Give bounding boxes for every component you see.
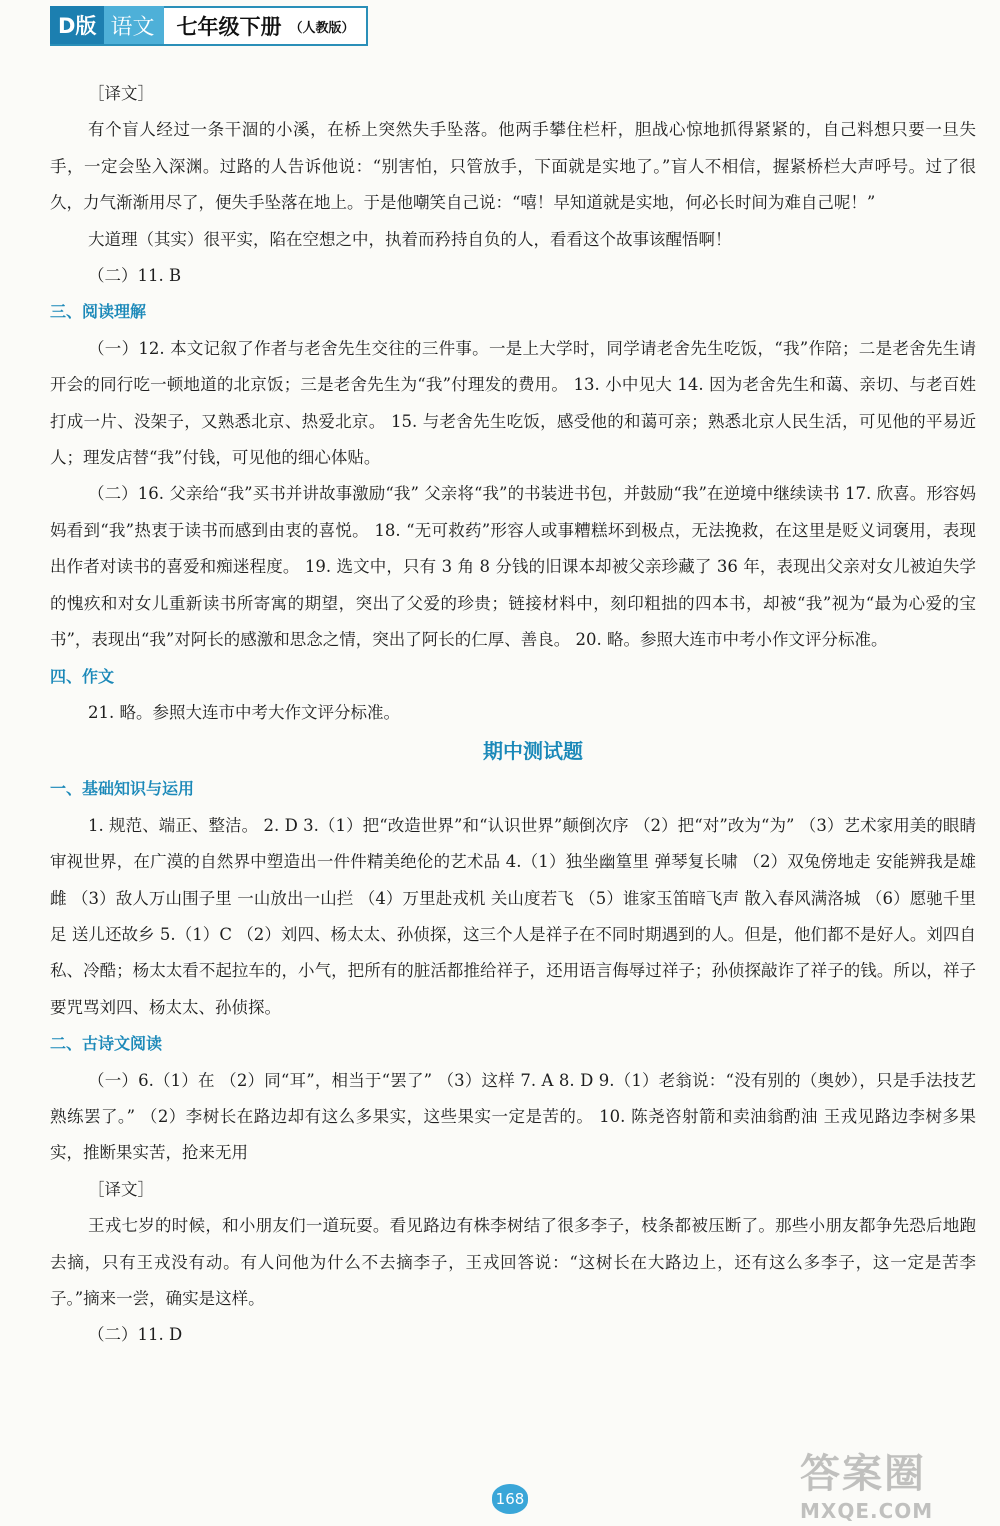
section-heading: 二、古诗文阅读 [50,1034,163,1054]
paragraph: （二）11. D [88,1325,183,1345]
section-heading: 四、作文 [50,666,115,686]
section-heading: 一、基础知识与运用 [50,779,195,799]
subject-label: 语文 [104,6,164,44]
answer-content [50,76,976,1354]
paragraph: 1. 规范、端正、整洁。 2. D 3.（1）把“改造世界”和“认识世界”颠倒次序 （2）把“对”改为“为” （3）艺术家用美的眼睛审视世界，在广漠的自然界中塑造出一件件精美绝伦的艺术品 4.（1）独坐幽篁里 弹琴复长啸 （2）双兔傍地走 安能辨我是雄雌 （3）敌人万山围子里 一山放出一山拦 （4）万里赴戎机 关山度若飞 （5）谁家玉笛暗飞声 散入春风满洛城 （6）愿驰千里足 送儿还故乡 5.（1）C （2）刘四、杨太太、孙侦探，这三个人是祥子在不同时期遇到的人。但是，他们都不是好人。刘四自私、冷酷；杨太太看不起拉车的，小气，把所有的脏活都推给祥子，还用语言侮辱过祥子；孙侦探敲诈了祥子的钱。所以，祥子要咒骂刘四、杨太太、孙侦探。 [50,815,976,1017]
grade-title: 七年级下册 [176,14,282,39]
paragraph: （一）6.（1）在 （2）同“耳”，相当于“罢了” （3）这样 7. A 8. D 9.（1）老翁说：“没有别的（奥妙），只是手法技艺熟练罢了。” （2）李树长在路边却有这么多果实，这些果实一定是苦的。 10. 陈尧咨射箭和卖油翁酌油 王戎见路边李树多果实，推断果实苦，抢来无用 [50,1070,976,1163]
watermark-mark: 答案圈 [800,1451,926,1497]
watermark-logo [800,1442,980,1522]
watermark-domain: MXQE.COM [800,1499,934,1523]
section-heading: 三、阅读理解 [50,302,147,322]
paragraph: 21. 略。参照大连市中考大作文评分标准。 [88,702,400,722]
paragraph: ［译文］ [88,84,154,103]
exam-title: 期中测试题 [483,739,583,764]
paragraph: 有个盲人经过一条干涸的小溪，在桥上突然失手坠落。他两手攀住栏杆，胆战心惊地抓得紧紧的，自己料想只要一旦失手，一定会坠入深渊。过路的人告诉他说：“别害怕，只管放手，下面就是实地了。”盲人不相信，握紧桥栏大声呼号。过了很久，力气渐渐用尽了，便失手坠落在地上。于是他嘲笑自己说：“嘻！早知道就是实地，何必长时间为难自己呢！” [50,120,976,213]
edition-label: D版 [50,6,104,44]
paragraph: （二）11. B [88,266,182,286]
paragraph: 大道理（其实）很平实，陷在空想之中，执着而矜持自负的人，看看这个故事该醒悟啊！ [88,229,732,249]
page-number: 168 [492,1484,528,1514]
paragraph: ［译文］ [88,1179,154,1199]
grade-label [164,6,368,44]
page-header [50,6,368,46]
version-tag: （人教版） [289,20,355,36]
paragraph: （二）16. 父亲给“我”买书并讲故事激励“我” 父亲将“我”的书装进书包，并鼓励“我”在逆境中继续读书 17. 欣喜。形容妈妈看到“我”热衷于读书而感到由衷的喜悦。 18. “无可救药”形容人或事糟糕坏到极点，无法挽救，在这里是贬义词褒用，表现出作者对读书的喜爱和痴迷程度。 19. 选文中，只有 3 角 8 分钱的旧课本却被父亲珍藏了 36 年，表现出父亲对女儿被迫失学的愧疚和对女儿重新读书所寄寓的期望，突出了父爱的珍贵；链接材料中，刻印粗拙的四本书，却被“我”视为“最为心爱的宝书”，表现出“我”对阿长的感激和思念之情，突出了阿长的仁厚、善良。 20. 略。参照大连市中考小作文评分标准。 [50,484,976,650]
paragraph: （一）12. 本文记叙了作者与老舍先生交往的三件事。一是上大学时，同学请老舍先生吃饭，“我”作陪；二是老舍先生请开会的同行吃一顿地道的北京饭；三是老舍先生为“我”付理发的费用。 13. 小中见大 14. 因为老舍先生和蔼、亲切、与老百姓打成一片、没架子，又熟悉北京、热爱北京。 15. 与老舍先生吃饭，感受他的和蔼可亲；熟悉北京人民生活，可见他的平易近人；理发店替“我”付钱，可见他的细心体贴。 [50,338,976,468]
paragraph: 王戎七岁的时候，和小朋友们一道玩耍。看见路边有株李树结了很多李子，枝条都被压断了。那些小朋友都争先恐后地跑去摘，只有王戎没有动。有人问他为什么不去摘李子，王戎回答说：“这树长在大路边上，还有这么多李子，这一定是苦李子。”摘来一尝，确实是这样。 [50,1216,976,1308]
